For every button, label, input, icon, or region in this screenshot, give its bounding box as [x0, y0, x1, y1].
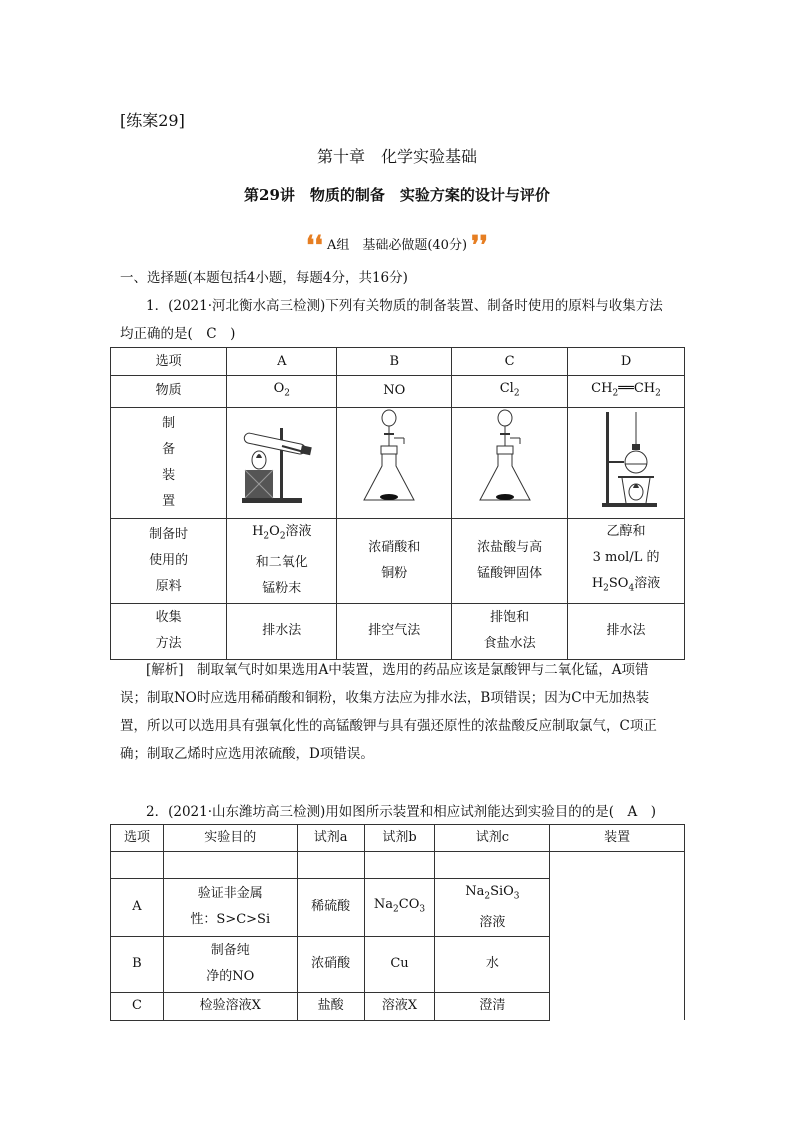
q2-header-option: 选项	[111, 825, 164, 852]
q2-blank-row	[111, 852, 685, 879]
q1-substance-b: NO	[337, 376, 452, 408]
q1-header-d: D	[568, 348, 685, 376]
q2-apparatus-cell	[550, 852, 685, 1021]
q1-substance-row	[111, 376, 685, 408]
q2-row-c-goal: 检验溶液X	[163, 992, 297, 1020]
q1-stem-line2: 均正确的是( C )	[120, 326, 236, 342]
q2-header-reagent-b: 试剂b	[364, 825, 435, 852]
q1-apparatus-row	[111, 407, 685, 518]
q2-row-c-option: C	[111, 992, 164, 1020]
group-banner	[0, 230, 794, 261]
q1-apparatus-d	[568, 407, 685, 518]
q2-stem: 2．(2021·山东潍坊高三检测)用如图所示装置和相应试剂能达到实验目的的是( A )	[146, 804, 657, 820]
q1-header-option: 选项	[111, 348, 227, 376]
close-quote-icon: ❜❜	[471, 230, 488, 261]
q1-collect-d: 排水法	[568, 603, 685, 659]
q1-header-a: A	[227, 348, 337, 376]
q1-materials-a: $H_2O_2$溶液 和二氧化 锰粉末	[227, 518, 337, 603]
test-tube-heating-apparatus-icon	[232, 408, 332, 508]
q1-substance-label: 物质	[111, 376, 227, 408]
q2-row-b-reagent-b: Cu	[364, 936, 435, 992]
q2-table	[110, 824, 685, 1021]
q2-row-c-reagent-a: 盐酸	[297, 992, 364, 1020]
q1-materials-d: 乙醇和 3 mol/L 的 $H_2SO_4$溶液	[568, 518, 685, 603]
q1-substance-c: $Cl_2$	[452, 376, 568, 408]
q1-header-b: B	[337, 348, 452, 376]
q1-collect-label: 收集 方法	[111, 603, 227, 659]
q1-stem-line1: 1．(2021·河北衡水高三检测)下列有关物质的制备装置、制备时使用的原料与收集方法	[146, 298, 663, 314]
q2-header-row	[111, 825, 685, 852]
q2-header-reagent-a: 试剂a	[297, 825, 364, 852]
lesson-title: 第29讲 物质的制备 实验方案的设计与评价	[244, 186, 550, 204]
q2-row-a-goal: 验证非金属 性：S>C>Si	[163, 879, 297, 937]
q2-row-b-option: B	[111, 936, 164, 992]
q1-materials-c: 浓盐酸与高 锰酸钾固体	[452, 518, 568, 603]
q1-apparatus-label: 制 备 装 置	[111, 407, 227, 518]
q2-header-apparatus: 装置	[550, 825, 685, 852]
q1-analysis: [解析] 制取氧气时如果选用A中装置，选用的药品应该是氯酸钾与二氧化锰，A项错 误；制取NO时应选用稀硝酸和铜粉，收集方法应为排水法，B项错误；因为C中无加热装 置，所以可以选用具有强氧化性的高锰酸钾与具有强还原性的浓盐酸反应制取氯气，C项正 确；制取乙烯时应选用浓硫酸，D项错误。	[120, 662, 657, 762]
distillation-flask-heating-icon	[576, 408, 676, 508]
q2-row-a-option: A	[111, 879, 164, 937]
flask-with-funnel-icon-b	[344, 408, 444, 508]
q2-row-b-goal: 制备纯 净的NO	[163, 936, 297, 992]
q1-collect-c: 排饱和 食盐水法	[452, 603, 568, 659]
q1-collect-a: 排水法	[227, 603, 337, 659]
q1-table	[110, 347, 685, 660]
open-quote-icon: ❛❛	[306, 230, 323, 261]
q2-row-c-reagent-c: 澄清	[435, 992, 550, 1020]
q1-materials-b: 浓硝酸和 铜粉	[337, 518, 452, 603]
q1-header-row	[111, 348, 685, 376]
case-tag: [练案29]	[120, 111, 185, 130]
q1-substance-a: $O_2$	[227, 376, 337, 408]
flask-with-funnel-icon-c	[460, 408, 560, 508]
q1-header-c: C	[452, 348, 568, 376]
q2-row-a-reagent-b: $Na_2CO_3$	[364, 879, 435, 937]
q2-row-c-reagent-b: 溶液X	[364, 992, 435, 1020]
q2-header-goal: 实验目的	[163, 825, 297, 852]
section-heading: 一、选择题(本题包括4小题，每题4分，共16分)	[120, 270, 408, 286]
q1-collect-row	[111, 603, 685, 659]
q1-materials-row	[111, 518, 685, 603]
q2-row-b-reagent-a: 浓硝酸	[297, 936, 364, 992]
q1-materials-label: 制备时 使用的 原料	[111, 518, 227, 603]
q2-row-b-reagent-c: 水	[435, 936, 550, 992]
q2-header-reagent-c: 试剂c	[435, 825, 550, 852]
q1-substance-d: $CH_2══CH_2$	[568, 376, 685, 408]
group-label: A组 基础必做题(40分)	[326, 238, 468, 253]
q1-apparatus-c	[452, 407, 568, 518]
q1-apparatus-a	[227, 407, 337, 518]
q2-row-a-reagent-a: 稀硫酸	[297, 879, 364, 937]
q1-collect-b: 排空气法	[337, 603, 452, 659]
q2-row-a-reagent-c: $Na_2SiO_3$ 溶液	[435, 879, 550, 937]
q1-apparatus-b	[337, 407, 452, 518]
chapter-title: 第十章 化学实验基础	[316, 147, 477, 166]
